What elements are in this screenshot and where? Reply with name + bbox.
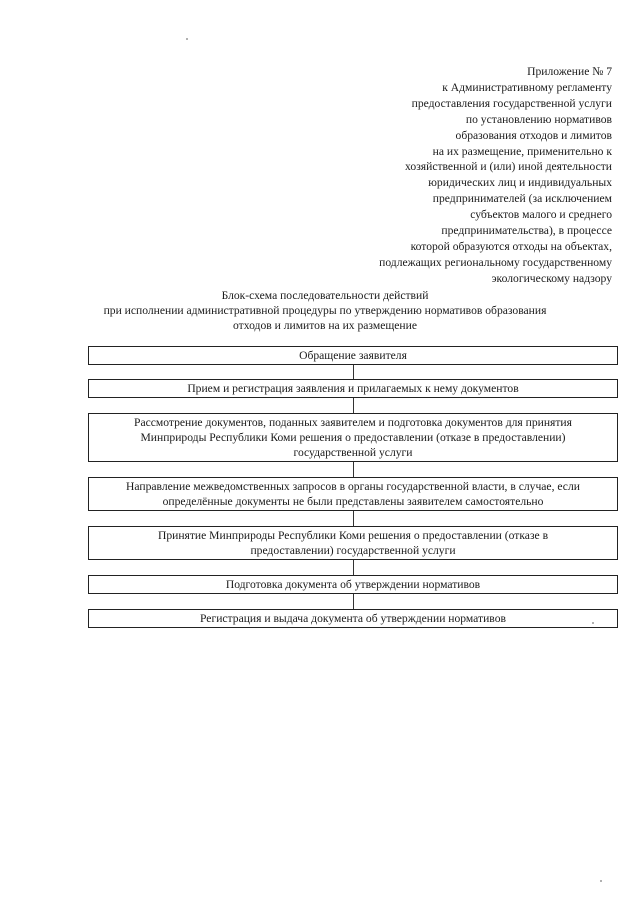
flow-step-reception xyxy=(88,379,618,398)
flow-step-text: Принятие Минприроды Республики Коми решения о предоставлении (отказе в xyxy=(157,529,549,542)
flow-step-review xyxy=(88,413,618,462)
appendix-line: хозяйственной и (или) иной деятельности xyxy=(405,160,612,174)
flow-step-text: Подготовка документа об утверждении нормативов xyxy=(225,578,481,591)
flow-connector xyxy=(353,511,354,526)
appendix-line: предоставления государственной услуги xyxy=(411,96,612,110)
appendix-line: субъектов малого и среднего xyxy=(470,208,612,222)
appendix-line: предпринимателей (за исключением xyxy=(432,192,612,206)
appendix-line: к Административному регламенту xyxy=(442,80,612,94)
title-line: отходов и лимитов на их размещение xyxy=(233,319,417,332)
flow-connector xyxy=(353,594,354,609)
flow-connector xyxy=(353,365,354,379)
flow-step-text: Рассмотрение документов, поданных заявителем и подготовка документов для принятия xyxy=(134,416,572,429)
flow-step-text: определённые документы не были представлены заявителем самостоятельно xyxy=(162,495,544,508)
flow-step-decision xyxy=(88,526,618,560)
flow-step-text: предоставлении) государственной услуги xyxy=(250,544,456,557)
scan-speck xyxy=(186,38,188,40)
flow-step-text: Обращение заявителя xyxy=(299,349,407,362)
appendix-line: подлежащих региональному государственному xyxy=(379,255,612,269)
flow-connector xyxy=(353,462,354,477)
flowchart xyxy=(88,346,618,628)
flow-step-preparation xyxy=(88,575,618,594)
flow-step-text: государственной услуги xyxy=(293,446,413,459)
appendix-header xyxy=(292,64,612,287)
appendix-line: экологическому надзору xyxy=(491,271,612,285)
scan-speck xyxy=(600,880,602,882)
flow-step-registration-issue xyxy=(88,609,618,628)
title-line: при исполнении административной процедуры по утверждению нормативов образования xyxy=(103,304,547,317)
appendix-line: предпринимательства), в процессе xyxy=(441,224,612,238)
appendix-line: Приложение № 7 xyxy=(527,65,612,78)
flow-step-application xyxy=(88,346,618,365)
flow-step-text: Минприроды Республики Коми решения о предоставлении (отказе в предоставлении) xyxy=(140,431,566,444)
flow-step-interagency-requests xyxy=(88,477,618,511)
flow-step-text: Направление межведомственных запросов в органы государственной власти, в случае, если xyxy=(126,480,580,493)
flow-connector xyxy=(353,398,354,413)
appendix-line: образования отходов и лимитов xyxy=(455,128,612,142)
appendix-line: юридических лиц и индивидуальных xyxy=(428,176,612,190)
flowchart-title xyxy=(60,288,590,333)
scan-speck xyxy=(592,622,594,624)
appendix-line: которой образуются отходы на объектах, xyxy=(410,239,612,253)
flow-connector xyxy=(353,560,354,575)
appendix-line: на их размещение, применительно к xyxy=(432,144,612,158)
flow-step-text: Прием и регистрация заявления и прилагаемых к нему документов xyxy=(187,382,519,395)
flow-step-text: Регистрация и выдача документа об утверждении нормативов xyxy=(200,612,506,625)
appendix-line: по установлению нормативов xyxy=(465,112,612,126)
title-line: Блок-схема последовательности действий xyxy=(221,289,429,302)
